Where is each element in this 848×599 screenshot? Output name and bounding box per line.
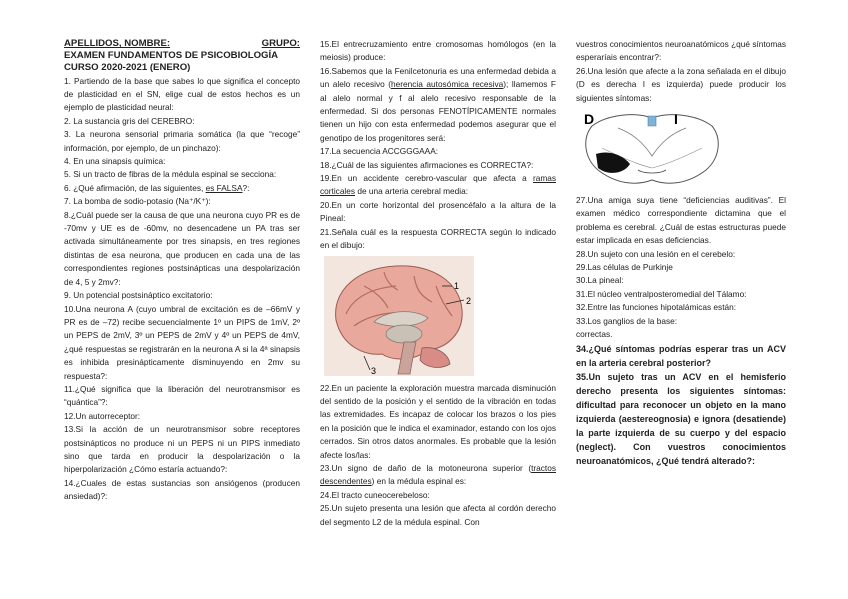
question-35: 35.Un sujeto tras un ACV en el hemisferio derecho presenta los siguientes síntomas: dificultad para reconocer un objeto en la mano izquierda (aestereognosia) e ignora (desatiende) la parte izquierda de su cuerpo y del espacio (neglect). Con vuestros conocimientos neuroanatómicos, ¿Qué tendrá alterado?: (576, 371, 786, 466)
question-6-underlined: es FALSA (205, 182, 243, 193)
question-19 (320, 172, 556, 199)
question-9: 9. Un potencial postsináptico excitatorio: (64, 290, 213, 301)
question-15: 15.El entrecruzamiento entre cromosomas homólogos (en la meiosis) produce: (320, 39, 556, 63)
question-19-underlined: ramas corticales (320, 173, 556, 197)
question-32: 32.Entre las funciones hipotalámicas están: (576, 302, 737, 313)
course-label: CURSO 2020-2021 (ENERO) (64, 62, 191, 74)
question-16-a: 16.Sabemos que la Fenilcetonuria es una enfermedad debida a un alelo recesivo ( (320, 65, 556, 90)
question-16-b: ); llamemos F al alelo normal y f al alelo recesivo responsable de la enfermedad. Si dos personas FENOTÍPICAMENTE normales tienen un hijo con esta enfermedad podemos asegurar que el genotipo de los progenitores será: (320, 79, 556, 143)
question-27: 27.Una amiga suya tiene “deficiencias auditivas”. El examen médico correspondiente dictamina que el problema es cerebral. ¿Cuál de estas estructuras puede estar implicada en esas deficiencias. (576, 195, 786, 246)
question-1: 1. Partiendo de la base que sabes lo que significa el concepto de plasticidad en el SN, elige cual de estos hechos es un ejemplo de plasticidad neural: (64, 75, 300, 113)
question-28: 28.Un sujeto con una lesión en el cerebelo: (576, 248, 736, 259)
column-2 (320, 38, 556, 529)
question-6 (64, 182, 300, 195)
question-26: 26.Una lesión que afecte a la zona señalada en el dibujo (D es derecha I es izquierda) puede producir los siguientes síntomas: (576, 65, 786, 103)
question-18: 18.¿Cuál de las siguientes afirmaciones es CORRECTA?: (320, 159, 534, 170)
question-2: 2. La sustancia gris del CEREBRO: (64, 115, 195, 126)
question-33: 33.Los ganglios de la base: (576, 315, 678, 326)
question-30: 30.La pineal: (576, 275, 624, 286)
question-25: 25.Un sujeto presenta una lesión que afecta al cordón derecho del segmento L2 de la médula espinal. Con (320, 503, 556, 527)
group-label: GRUPO: (261, 38, 300, 49)
question-23-a: 23.Un signo de daño de la motoneurona superior ( (320, 462, 532, 473)
question-13: 13.Si la acción de un neurotransmisor sobre receptores postsinápticos no produce ni un PEPS ni un PIPS inmediato sino que tarda en producir la despolarización o la hiperpolarización ¿Cómo estaría actuando?: (64, 424, 300, 475)
question-31: 31.El núcleo ventralposteromedial del Tálamo: (576, 288, 747, 299)
question-23-underlined: tractos descendentes (320, 462, 556, 487)
question-22: 22.En un paciente la exploración muestra marcada disminución del sentido de la posición y el sentido de la vibración en todas las extremidades. Es incapaz de colocar los brazos o los pies en la posición que le indica el examinador, estando con los ojos cerrados. Sin otros datos anormales. Es probable que la lesión afecte los/las: (320, 382, 556, 460)
question-34: 34.¿Qué síntomas podrías esperar tras un ACV en la arteria cerebral posterior? (576, 343, 786, 368)
column-1 (64, 38, 300, 504)
question-16 (320, 65, 556, 145)
question-19-a: 19.En un accidente cerebro-vascular que afecta a (320, 173, 533, 184)
exam-title: EXAMEN FUNDAMENTOS DE PSICOBIOLOGÍA (64, 50, 279, 62)
question-10: 10.Una neurona A (cuyo umbral de excitación es de –66mV y PR es de –72) recibe secuencialmente 1º un PIPS de 1mV, 2º un PEPS de 2mV, 3º un PEPS de 2mV y 4º un PEPS de 4mV, ¿qué respuestas se registrarán en la neurona A si la 4ª sinapsis es inhibida presinápticamente disminuyendo en 2mv su respuesta?: (64, 303, 300, 381)
question-5: 5. Si un tracto de fibras de la médula espinal se secciona: (64, 169, 277, 180)
thalamus (386, 325, 422, 343)
question-20: 20.En un corte horizontal del prosencéfalo a la altura de la Pineal: (320, 199, 556, 224)
aqueduct-marker (648, 116, 656, 126)
label-3: 3 (371, 365, 377, 376)
label-1: 1 (454, 280, 460, 291)
pons-section-figure (578, 108, 726, 188)
name-group-line (64, 38, 300, 50)
question-29: 29.Las células de Purkinje (576, 262, 673, 273)
question-8: 8.¿Cuál puede ser la causa de que una neurona cuyo PR es de -70mv y UE es de -60mv, no desencadene un PA tras ser activada simultáneamente por tres sinapsis, en tres regiones distintas de esa neurona, que producen en cada una de las correspondientes regiones postsinápticas una despolarización de 4, 5 y 2mv?: (64, 209, 300, 287)
name-label: APELLIDOS, NOMBRE: (64, 38, 171, 49)
question-21: 21.Señala cuál es la respuesta CORRECTA según lo indicado en el dibujo: (320, 226, 556, 251)
question-19-b: de una arteria cerebral media: (355, 186, 469, 197)
question-24: 24.El tracto cuneocerebeloso: (320, 489, 430, 500)
question-33-continued: correctas. (576, 329, 613, 340)
question-23 (320, 462, 556, 489)
question-11: 11.¿Qué significa que la liberación del neurotransmisor es “quántica”?: (64, 383, 300, 408)
question-14: 14.¿Cuales de estas sustancias son ansiógenos (producen ansiedad)?: (64, 477, 300, 502)
question-6-text: 6. ¿Qué afirmación, de las siguientes, (64, 182, 206, 193)
question-7: 7. La bomba de sodio-potasio (Na⁺/K⁺): (64, 196, 211, 207)
question-17: 17.La secuencia ACCGGGAAA: (320, 146, 439, 157)
question-4: 4. En una sinapsis química: (64, 156, 166, 167)
question-25-continued: vuestros conocimientos neuroanatómicos ¿qué síntomas esperaríais encontrar?: (576, 39, 786, 63)
column-3 (576, 38, 786, 468)
question-23-b: ) en la médula espinal es: (371, 476, 467, 487)
question-3: 3. La neurona sensorial primaria somática (la que “recoge” información, por ejemplo, de un pinchazo): (64, 129, 300, 153)
question-12: 12.Un autorreceptor: (64, 410, 141, 421)
left-label: I (674, 111, 678, 128)
right-label: D (584, 111, 595, 128)
label-2: 2 (466, 295, 472, 306)
question-16-underlined: herencia autosómica recesiva (391, 79, 504, 90)
brain-sagittal-figure (324, 256, 474, 376)
question-6-end: ?: (242, 182, 250, 193)
